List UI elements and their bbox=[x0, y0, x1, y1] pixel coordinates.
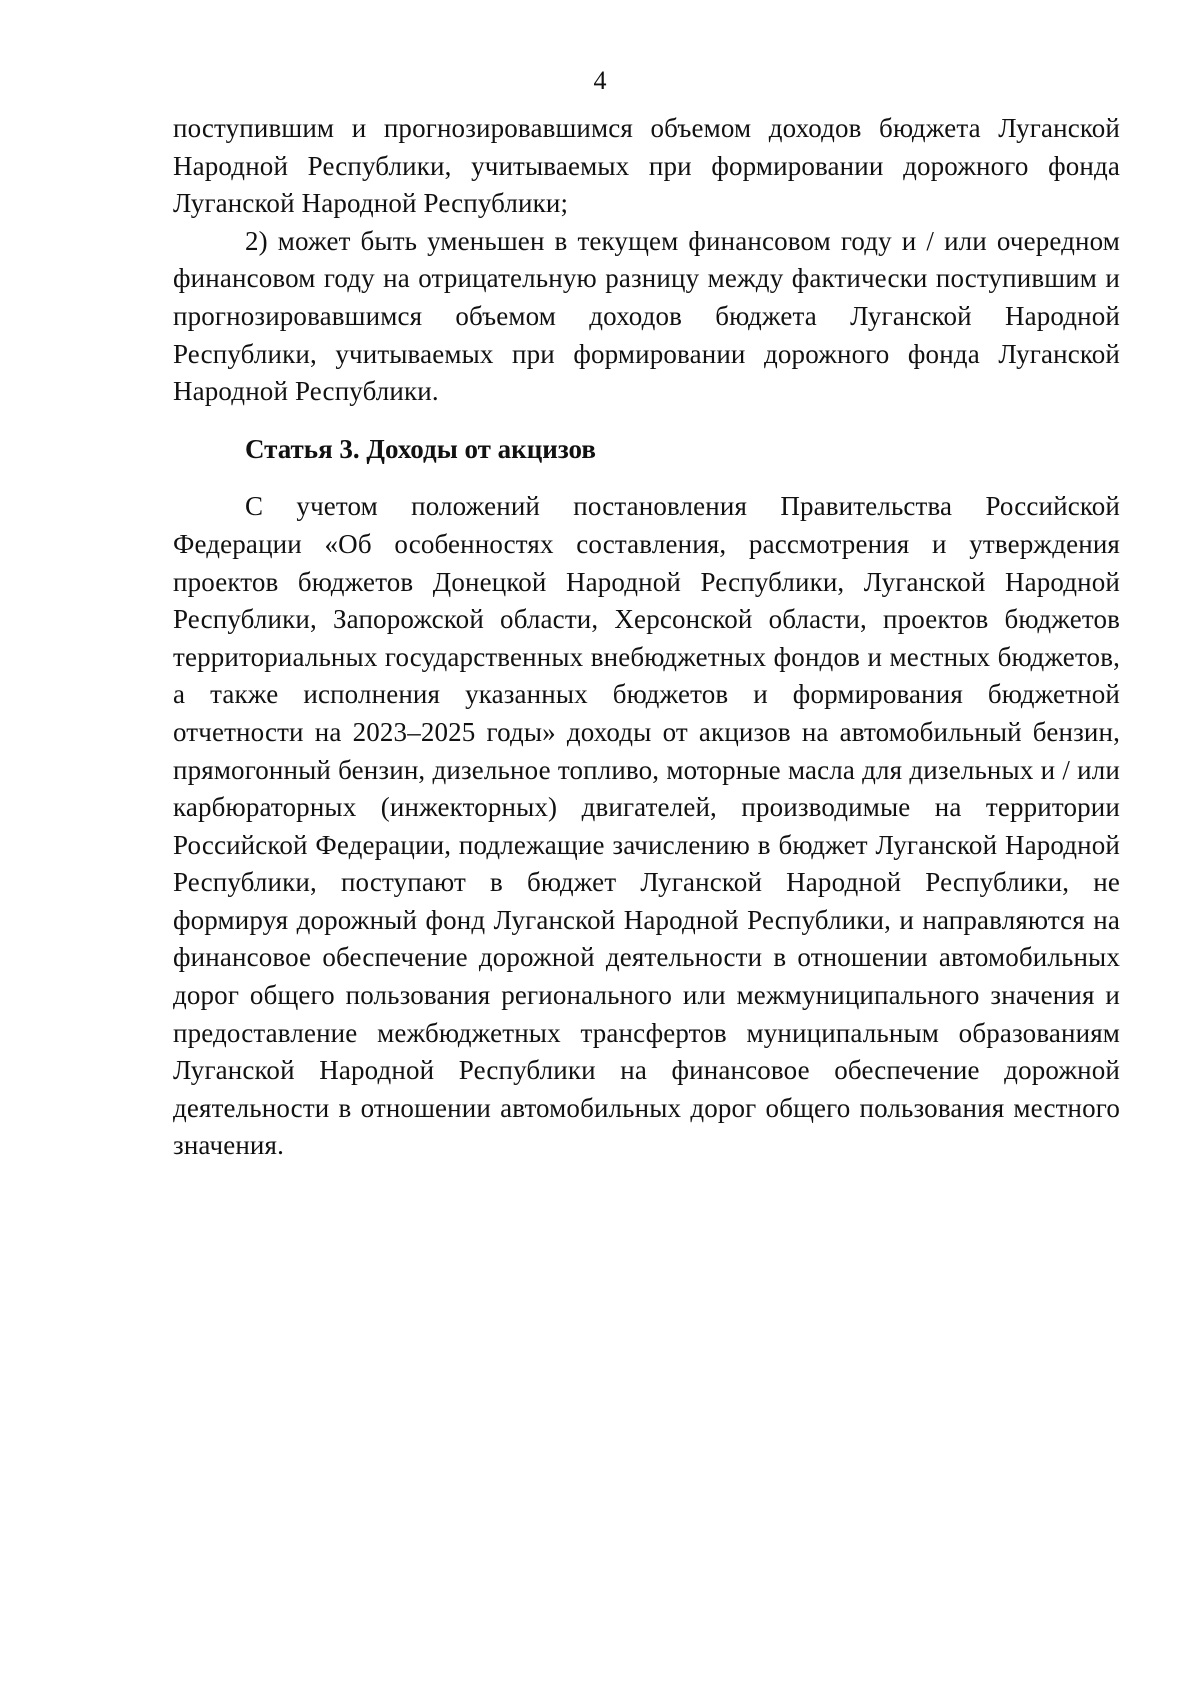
article-3-body: С учетом положений постановления Правительства Российской Федерации «Об особенностях составления, рассмотрения и утверждения проектов бюджетов Донецкой Народной Республики, Луганской Народной Республики, Запорожской области, Херсонской области, проектов бюджетов территориальных государственных внебюджетных фондов и местных бюджетов, а также исполнения указанных бюджетов и формирования бюджетной отчетности на 2023–2025 годы» доходы от акцизов на автомобильный бензин, прямогонный бензин, дизельное топливо, моторные масла для дизельных и / или карбюраторных (инжекторных) двигателей, производимые на территории Российской Федерации, подлежащие зачислению в бюджет Луганской Народной Республики, поступают в бюджет Луганской Народной Республики, не формируя дорожный фонд Луганской Народной Республики, и направляются на финансовое обеспечение дорожной деятельности в отношении автомобильных дорог общего пользования регионального или межмуниципального значения и предоставление межбюджетных трансфертов муниципальным образованиям Луганской Народной Республики на финансовое обеспечение дорожной деятельности в отношении автомобильных дорог общего пользования местного значения. bbox=[173, 491, 1120, 1161]
item-2-paragraph: 2) может быть уменьшен в текущем финансовом году и / или очередном финансовом году на отрицательную разницу между фактически поступившим и прогнозировавшимся объемом доходов бюджета Луганской Народной Республики, учитываемых при формировании дорожного фонда Луганской Народной Республики. bbox=[173, 225, 1120, 407]
page-number: 4 bbox=[593, 66, 607, 95]
continuation-paragraph: поступившим и прогнозировавшимся объемом доходов бюджета Луганской Народной Республики, учитываемых при формировании дорожного фонда Луганской Народной Республики; bbox=[173, 113, 1120, 219]
article-3-heading: Статья 3. Доходы от акцизов bbox=[245, 433, 596, 464]
document-body bbox=[173, 110, 1120, 1165]
